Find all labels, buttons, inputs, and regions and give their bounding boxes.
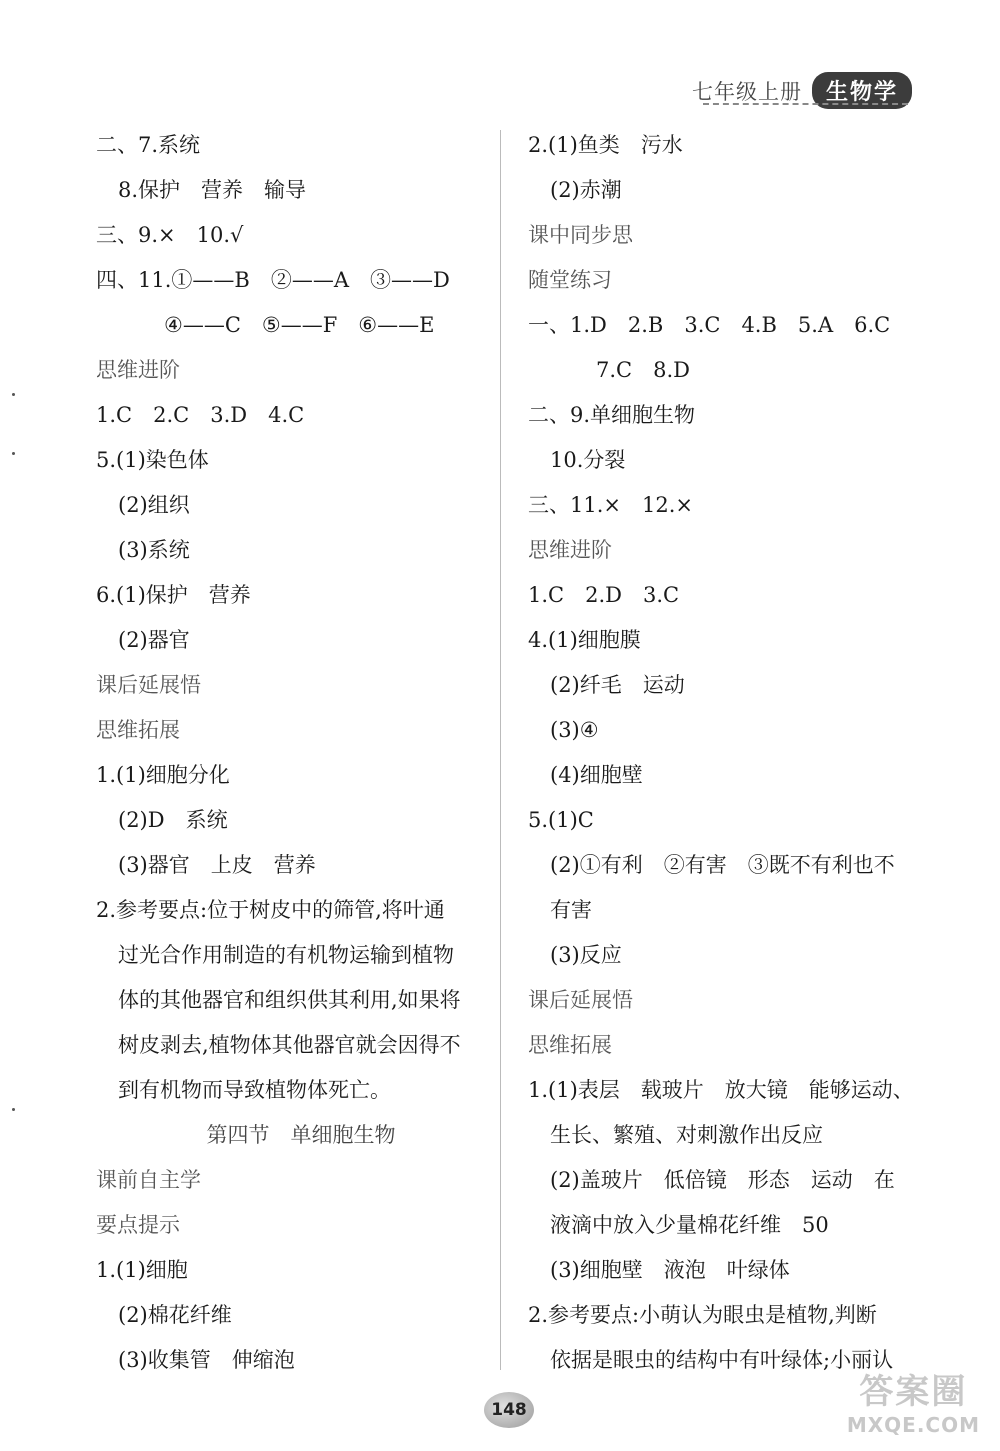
answer-line: 4.(1)细胞膜 — [528, 628, 641, 652]
answer-line: (3)系统 — [118, 538, 190, 562]
section-heading: 思维进阶 — [528, 538, 612, 562]
answer-line: 8.保护 营养 输导 — [118, 178, 307, 202]
section-heading: 思维拓展 — [96, 718, 180, 742]
right-column — [528, 123, 938, 1383]
subject-badge: 生物学 — [812, 72, 912, 109]
answer-line: 1.(1)细胞 — [96, 1258, 188, 1282]
margin-mark — [12, 452, 15, 455]
answer-line: 一、1.D 2.B 3.C 4.B 5.A 6.C — [528, 313, 891, 337]
margin-mark — [12, 393, 15, 396]
answer-line: 树皮剥去,植物体其他器官就会因得不 — [118, 1033, 461, 1057]
section-heading: 随堂练习 — [528, 268, 612, 292]
section-heading: 课前自主学 — [96, 1168, 201, 1192]
answer-line: 体的其他器官和组织供其利用,如果将 — [118, 988, 461, 1012]
answer-line: (3)收集管 伸缩泡 — [118, 1348, 295, 1372]
answer-line: 1.C 2.C 3.D 4.C — [96, 403, 305, 427]
section-heading: 课后延展悟 — [528, 988, 633, 1012]
answer-line: (2)组织 — [118, 493, 190, 517]
answer-line: (2)盖玻片 低倍镜 形态 运动 在 — [550, 1168, 895, 1192]
answer-line: (2)器官 — [118, 628, 190, 652]
answer-line: 10.分裂 — [550, 448, 626, 472]
answer-line: 7.C 8.D — [596, 358, 690, 382]
answer-line: (3)器官 上皮 营养 — [118, 853, 316, 877]
answer-line: 5.(1)染色体 — [96, 448, 209, 472]
answer-line: 二、7.系统 — [96, 133, 201, 157]
answer-line: 到有机物而导致植物体死亡。 — [118, 1078, 391, 1102]
answer-line: 液滴中放入少量棉花纤维 50 — [550, 1213, 829, 1237]
answer-line: (2)赤潮 — [550, 178, 622, 202]
answer-line: 5.(1)C — [528, 808, 594, 832]
header-rule — [703, 103, 908, 105]
page-number: 148 — [484, 1392, 534, 1428]
answer-line: (3)反应 — [550, 943, 622, 967]
margin-mark — [12, 1108, 15, 1111]
answer-line: 生长、繁殖、对刺激作出反应 — [550, 1123, 823, 1147]
answer-line: 1.(1)表层 载玻片 放大镜 能够运动、 — [528, 1078, 914, 1102]
watermark-en: MXQE.COM — [846, 1413, 980, 1437]
watermark-logo — [847, 1364, 980, 1437]
answer-line: 1.(1)细胞分化 — [96, 763, 230, 787]
answer-line: ④——C ⑤——F ⑥——E — [164, 313, 435, 337]
section-heading: 课中同步思 — [528, 223, 633, 247]
answer-line: 三、9.× 10.√ — [96, 223, 244, 247]
watermark-cn: 答案圈 — [859, 1372, 968, 1412]
answer-line: (3)细胞壁 液泡 叶绿体 — [550, 1258, 790, 1282]
answer-line: (2)棉花纤维 — [118, 1303, 232, 1327]
answer-line: 三、11.× 12.× — [528, 493, 693, 517]
chapter-title: 第四节 单细胞生物 — [206, 1123, 396, 1147]
left-column — [96, 123, 506, 1383]
answer-line: (3)④ — [550, 718, 599, 742]
answer-line: (2)纤毛 运动 — [550, 673, 685, 697]
section-heading: 课后延展悟 — [96, 673, 201, 697]
answer-line: 依据是眼虫的结构中有叶绿体;小丽认 — [550, 1348, 894, 1372]
answer-line: 过光合作用制造的有机物运输到植物 — [118, 943, 454, 967]
answer-line: 二、9.单细胞生物 — [528, 403, 696, 427]
answer-line: 2.参考要点:位于树皮中的筛管,将叶通 — [96, 898, 445, 922]
answer-line: 2.参考要点:小萌认为眼虫是植物,判断 — [528, 1303, 877, 1327]
section-heading: 要点提示 — [96, 1213, 180, 1237]
answer-line: (2)D 系统 — [118, 808, 228, 832]
answer-line: (4)细胞壁 — [550, 763, 643, 787]
answer-line: 6.(1)保护 营养 — [96, 583, 251, 607]
answer-line: 2.(1)鱼类 污水 — [528, 133, 683, 157]
answer-line: 四、11.①——B ②——A ③——D — [96, 268, 450, 292]
grade-label: 七年级上册 — [691, 79, 802, 104]
answer-line: 1.C 2.D 3.C — [528, 583, 680, 607]
section-heading: 思维进阶 — [96, 358, 180, 382]
answer-line: (2)①有利 ②有害 ③既不有利也不 — [550, 853, 895, 877]
answer-line: 有害 — [550, 898, 592, 922]
section-heading: 思维拓展 — [528, 1033, 612, 1057]
